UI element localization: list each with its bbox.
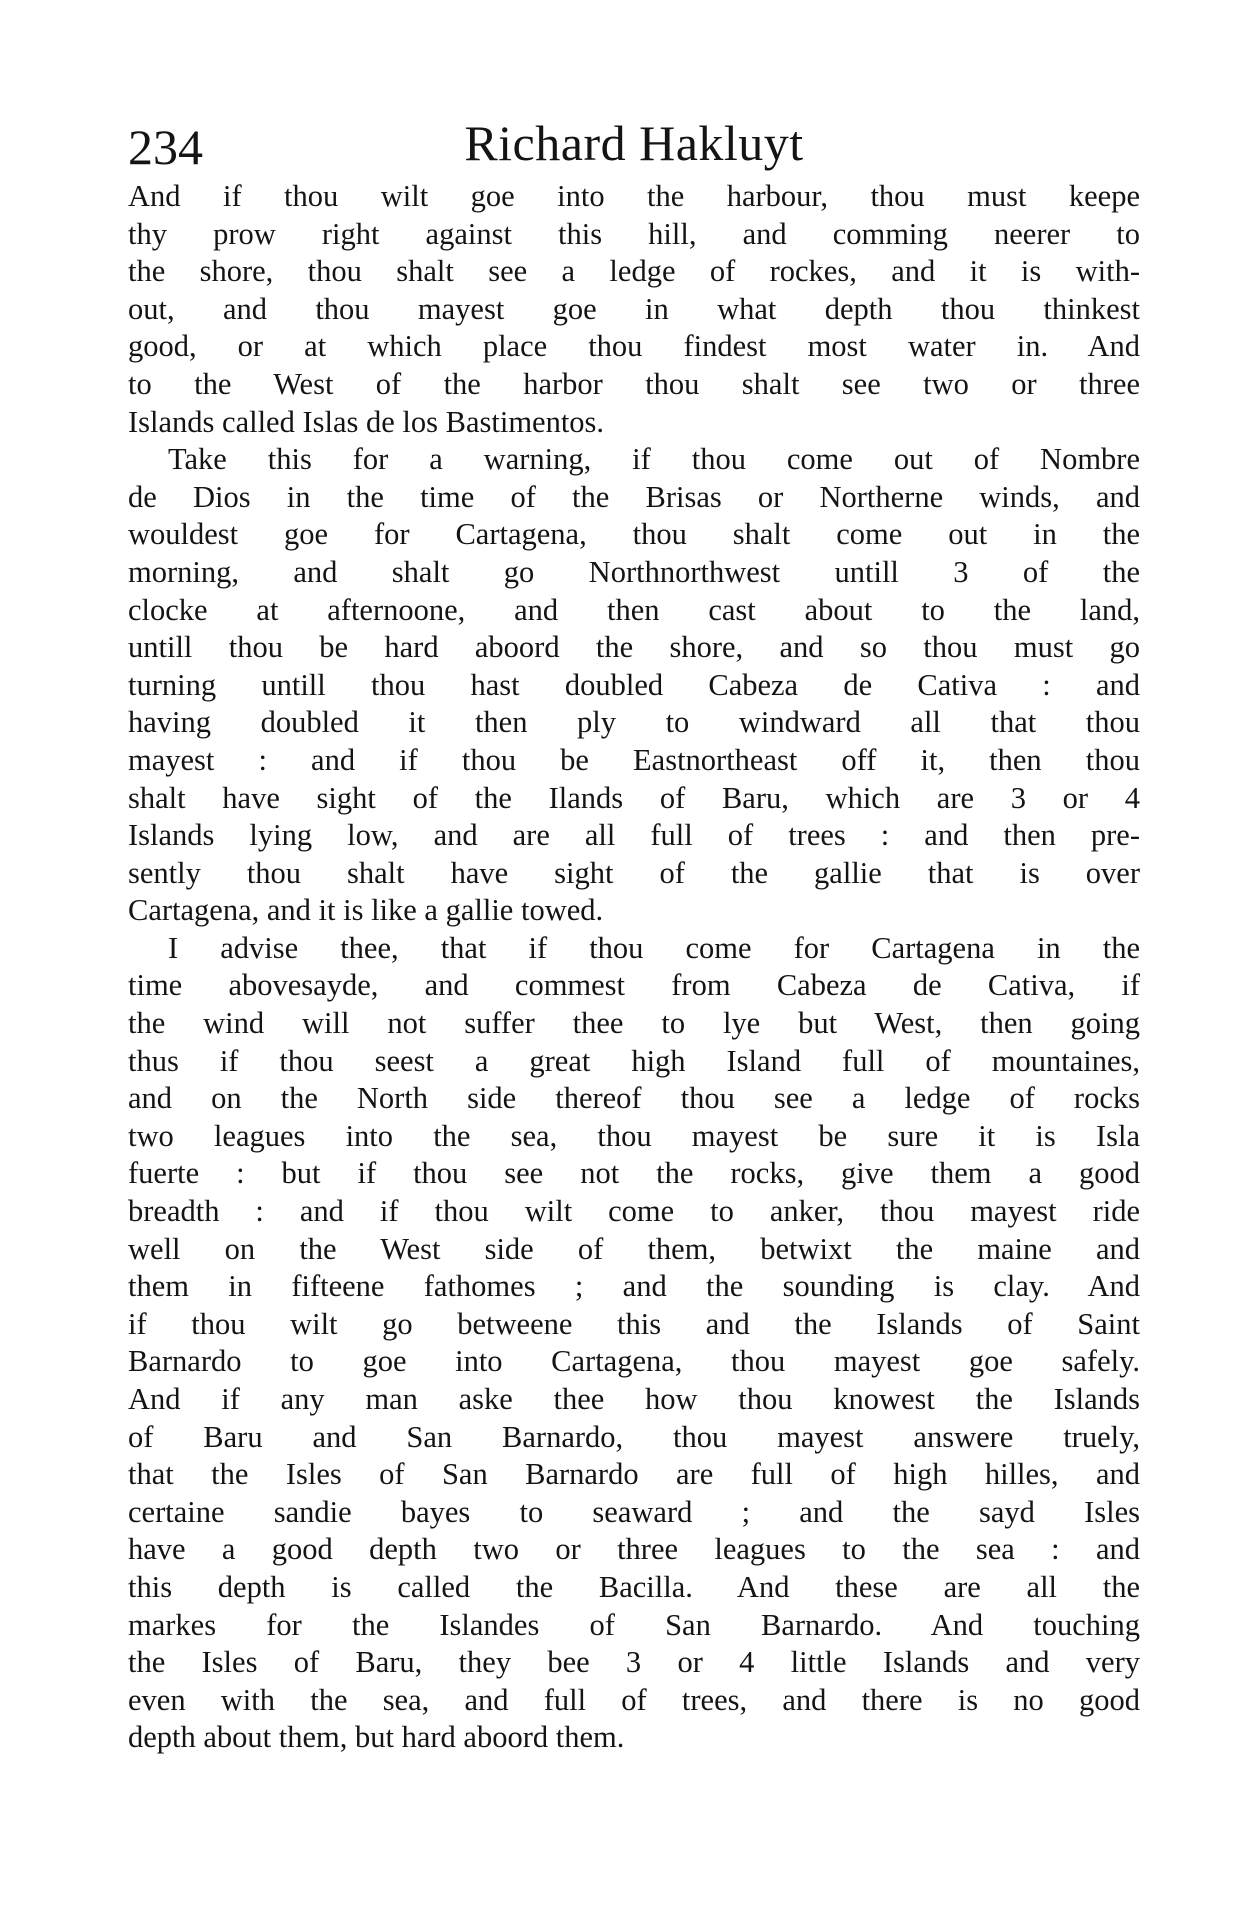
text-line: And if thou wilt goe into the harbour, thou must keepe [128, 179, 1140, 213]
text-line: thy prow right against this hill, and comming neerer to [128, 216, 1140, 251]
paragraph [128, 441, 1140, 930]
text-line: shalt have sight of the Ilands of Baru, which are 3 or 4 [128, 780, 1140, 815]
paragraph [128, 178, 1140, 441]
running-title: Richard Hakluyt [464, 115, 804, 171]
text-line: the shore, thou shalt see a ledge of rockes, and it is with- [128, 254, 1140, 289]
text-line: having doubled it then ply to windward all that thou [128, 705, 1140, 740]
text-line: markes for the Islandes of San Barnardo. And touching [128, 1607, 1140, 1642]
text-line: fuerte : but if thou see not the rocks, give them a good [128, 1156, 1140, 1191]
text-line: clocke at afternoone, and then cast about to the land, [128, 592, 1140, 627]
text-line: certaine sandie bayes to seaward ; and the sayd Isles [128, 1494, 1140, 1529]
text-line: if thou wilt go betweene this and the Islands of Saint [128, 1306, 1140, 1341]
text-line: out, and thou mayest goe in what depth thou thinkest [128, 291, 1140, 326]
text-line: good, or at which place thou findest most water in. And [128, 329, 1140, 364]
text-line: depth about them, but hard aboord them. [128, 1720, 625, 1755]
text-line: untill thou be hard aboord the shore, and so thou must go [128, 630, 1140, 665]
book-page [128, 112, 1140, 1757]
paragraph [128, 930, 1140, 1757]
text-line: Cartagena, and it is like a gallie towed. [128, 893, 604, 928]
text-line: sently thou shalt have sight of the gallie that is over [128, 855, 1140, 890]
text-line: and on the North side thereof thou see a ledge of rocks [128, 1081, 1140, 1116]
text-line: Islands called Islas de los Bastimentos. [128, 404, 605, 439]
text-line: morning, and shalt go Northnorthwest untill 3 of the [128, 554, 1140, 589]
text-line: of Baru and San Barnardo, thou mayest answere truely, [128, 1419, 1140, 1454]
text-line: them in fifteene fathomes ; and the sounding is clay. And [128, 1269, 1140, 1304]
text-line: to the West of the harbor thou shalt see two or three [128, 366, 1140, 401]
running-head [128, 112, 1140, 178]
text-line: time abovesayde, and commest from Cabeza de Cativa, if [128, 968, 1140, 1003]
text-line: wouldest goe for Cartagena, thou shalt come out in the [128, 517, 1140, 552]
text-line: this depth is called the Bacilla. And these are all the [128, 1569, 1140, 1604]
body-text [128, 178, 1140, 1757]
text-line: turning untill thou hast doubled Cabeza de Cativa : and [128, 667, 1140, 702]
text-line: mayest : and if thou be Eastnortheast off it, then thou [128, 742, 1140, 777]
text-line: de Dios in the time of the Brisas or Northerne winds, and [128, 479, 1140, 514]
text-line: Take this for a warning, if thou come out of Nombre [168, 442, 1140, 477]
text-line: the Isles of Baru, they bee 3 or 4 little Islands and very [128, 1645, 1140, 1680]
text-line: Barnardo to goe into Cartagena, thou mayest goe safely. [128, 1344, 1140, 1379]
text-line: even with the sea, and full of trees, and there is no good [128, 1682, 1140, 1717]
text-line: And if any man aske thee how thou knowest the Islands [128, 1382, 1140, 1416]
text-line: thus if thou seest a great high Island full of mountaines, [128, 1043, 1140, 1078]
text-line: have a good depth two or three leagues to the sea : and [128, 1532, 1140, 1567]
text-line: two leagues into the sea, thou mayest be sure it is Isla [128, 1118, 1140, 1153]
text-line: breadth : and if thou wilt come to anker, thou mayest ride [128, 1194, 1140, 1229]
page-number: 234 [128, 119, 203, 175]
text-line: Islands lying low, and are all full of trees : and then pre- [128, 818, 1140, 853]
text-line: that the Isles of San Barnardo are full of high hilles, and [128, 1457, 1140, 1492]
text-line: the wind will not suffer thee to lye but West, then going [128, 1006, 1140, 1041]
text-line: well on the West side of them, betwixt the maine and [128, 1231, 1140, 1266]
text-line: I advise thee, that if thou come for Cartagena in the [168, 930, 1140, 965]
